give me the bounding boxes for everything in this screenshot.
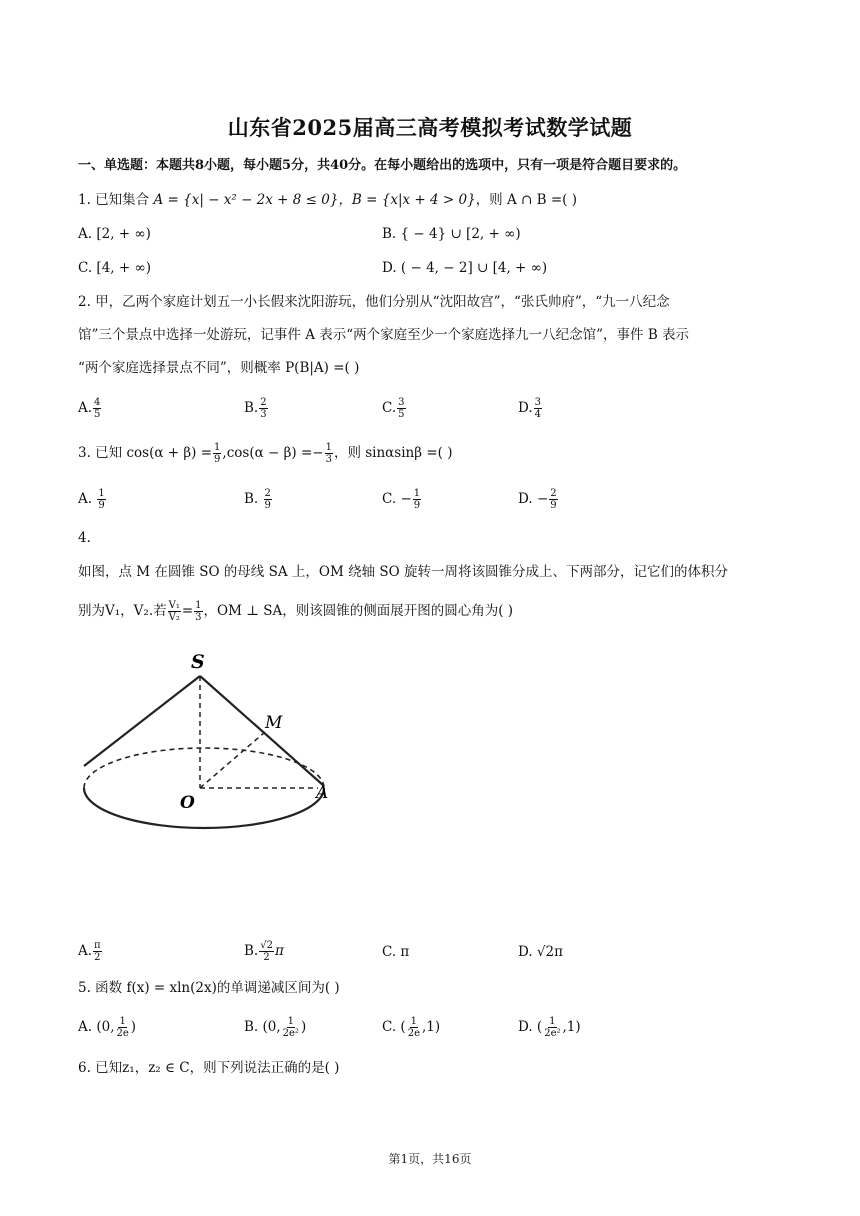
label-M: M xyxy=(265,713,283,733)
q5-option-a: A. (0, $\frac{1}{2e}$ ) xyxy=(78,1016,137,1039)
q4-option-d: D. √2π xyxy=(518,944,563,960)
q4-ratio-value: $\frac{1}{3}$ xyxy=(195,600,202,623)
q4-option-a: A. $\frac{\pi}{2}$ xyxy=(78,940,101,963)
q1-option-a: A. [2, + ∞) xyxy=(78,226,151,242)
cone-edge-SA xyxy=(200,676,324,786)
q5-option-c: C. ( $\frac{1}{2e}$ ,1) xyxy=(382,1016,441,1039)
q5-stem: 5. 函数 f(x) = xln(2x)的单调递减区间为( ) xyxy=(78,980,340,996)
q2-option-b: B. $\frac{2}{3}$ xyxy=(244,397,267,420)
q4-option-b: B. $\frac{√2}{2}$ π xyxy=(244,940,284,963)
q3-stem: 3. 已知 cos(α + β) = $\frac{1}{9}$ ,cos(α − β) =− $\frac{1}{3}$ ，则 sinαsinβ =( ) xyxy=(78,442,453,465)
q2-c-fraction: $\frac{3}{5}$ xyxy=(398,397,405,420)
q1-ask: ，则 A ∩ B =( ) xyxy=(475,192,577,208)
q4-option-c: C. π xyxy=(382,944,410,960)
q3-option-b: B. $\frac{2}{9}$ xyxy=(244,488,271,511)
q2-line-2: 馆”三个景点中选择一处游玩，记事件 A 表示“两个家庭至少一个家庭选择九一八纪念馆”，事件 B 表示 xyxy=(78,327,690,343)
cone-figure xyxy=(78,648,348,833)
q1-option-c: C. [4, + ∞) xyxy=(78,260,151,276)
q1-set-b: ，B = {x|x + 4 > 0} xyxy=(338,192,476,208)
q3-option-a: A. $\frac{1}{9}$ xyxy=(78,488,105,511)
q1-option-d: D. ( − 4, − 2] ∪ [4, + ∞) xyxy=(382,260,548,276)
page-footer: 第1页，共16页 xyxy=(388,1152,472,1166)
q2-option-a: A. $\frac{4}{5}$ xyxy=(78,397,101,420)
cone-left-edge xyxy=(84,676,200,766)
q1-prefix: 1. 已知集合 xyxy=(78,192,154,208)
q2-line-3: “两个家庭选择景点不同”，则概率 P(B|A) =( ) xyxy=(78,360,360,376)
q1-set-a: A = {x| − x² − 2x + 8 ≤ 0} xyxy=(153,192,339,208)
label-O: O xyxy=(180,793,195,813)
q2-option-d: D. $\frac{3}{4}$ xyxy=(518,397,542,420)
label-S: S xyxy=(191,651,205,673)
q3-fraction-1: $\frac{1}{9}$ xyxy=(214,442,221,465)
label-A: A xyxy=(316,783,329,803)
q2-b-fraction: $\frac{2}{3}$ xyxy=(260,397,267,420)
q4-number: 4. xyxy=(78,530,91,546)
q2-a-fraction: $\frac{4}{5}$ xyxy=(94,397,101,420)
q1-option-b: B. { − 4} ∪ [2, + ∞) xyxy=(382,226,521,242)
cone-base-front xyxy=(84,788,324,828)
q2-d-fraction: $\frac{3}{4}$ xyxy=(534,397,542,420)
q5-option-d: D. ( $\frac{1}{\text{2e²}}$ ,1) xyxy=(518,1016,581,1039)
q4-volume-ratio: $\frac{\text{V₁}}{\text{V₂}}$ xyxy=(168,600,180,623)
q5-option-b: B. (0, $\frac{1}{\text{2e²}}$ ) xyxy=(244,1016,307,1039)
q3-option-c: C. − $\frac{1}{9}$ xyxy=(382,488,421,511)
q4-line-1: 如图，点 M 在圆锥 SO 的母线 SA 上，OM 绕轴 SO 旋转一周将该圆锥分成上、下两部分，记它们的体积分 xyxy=(78,564,728,580)
q2-option-c: C. $\frac{3}{5}$ xyxy=(382,397,405,420)
q4-line-2: 别为V₁，V₂.若 $\frac{\text{V₁}}{\text{V₂}}$ = $\frac{1}{3}$ ，OM ⊥ SA，则该圆锥的侧面展开图的圆心角为( ) xyxy=(78,600,514,623)
q3-option-d: D. − $\frac{2}{9}$ xyxy=(518,488,557,511)
segment-OM xyxy=(200,732,265,788)
q2-line-1: 2. 甲，乙两个家庭计划五一小长假来沈阳游玩，他们分别从“沈阳故宫”，“张氏帅府”，“九一八纪念 xyxy=(78,294,670,310)
q3-fraction-2: $\frac{1}{3}$ xyxy=(325,442,332,465)
question-1-stem xyxy=(78,190,577,210)
page-title: 山东省2025届高三高考模拟考试数学试题 xyxy=(227,115,633,140)
section-heading: 一、单选题：本题共8小题，每小题5分，共40分。在每小题给出的选项中，只有一项是符合题目要求的。 xyxy=(78,158,687,173)
q6-stem: 6. 已知z₁，z₂ ∈ C，则下列说法正确的是( ) xyxy=(78,1060,340,1076)
